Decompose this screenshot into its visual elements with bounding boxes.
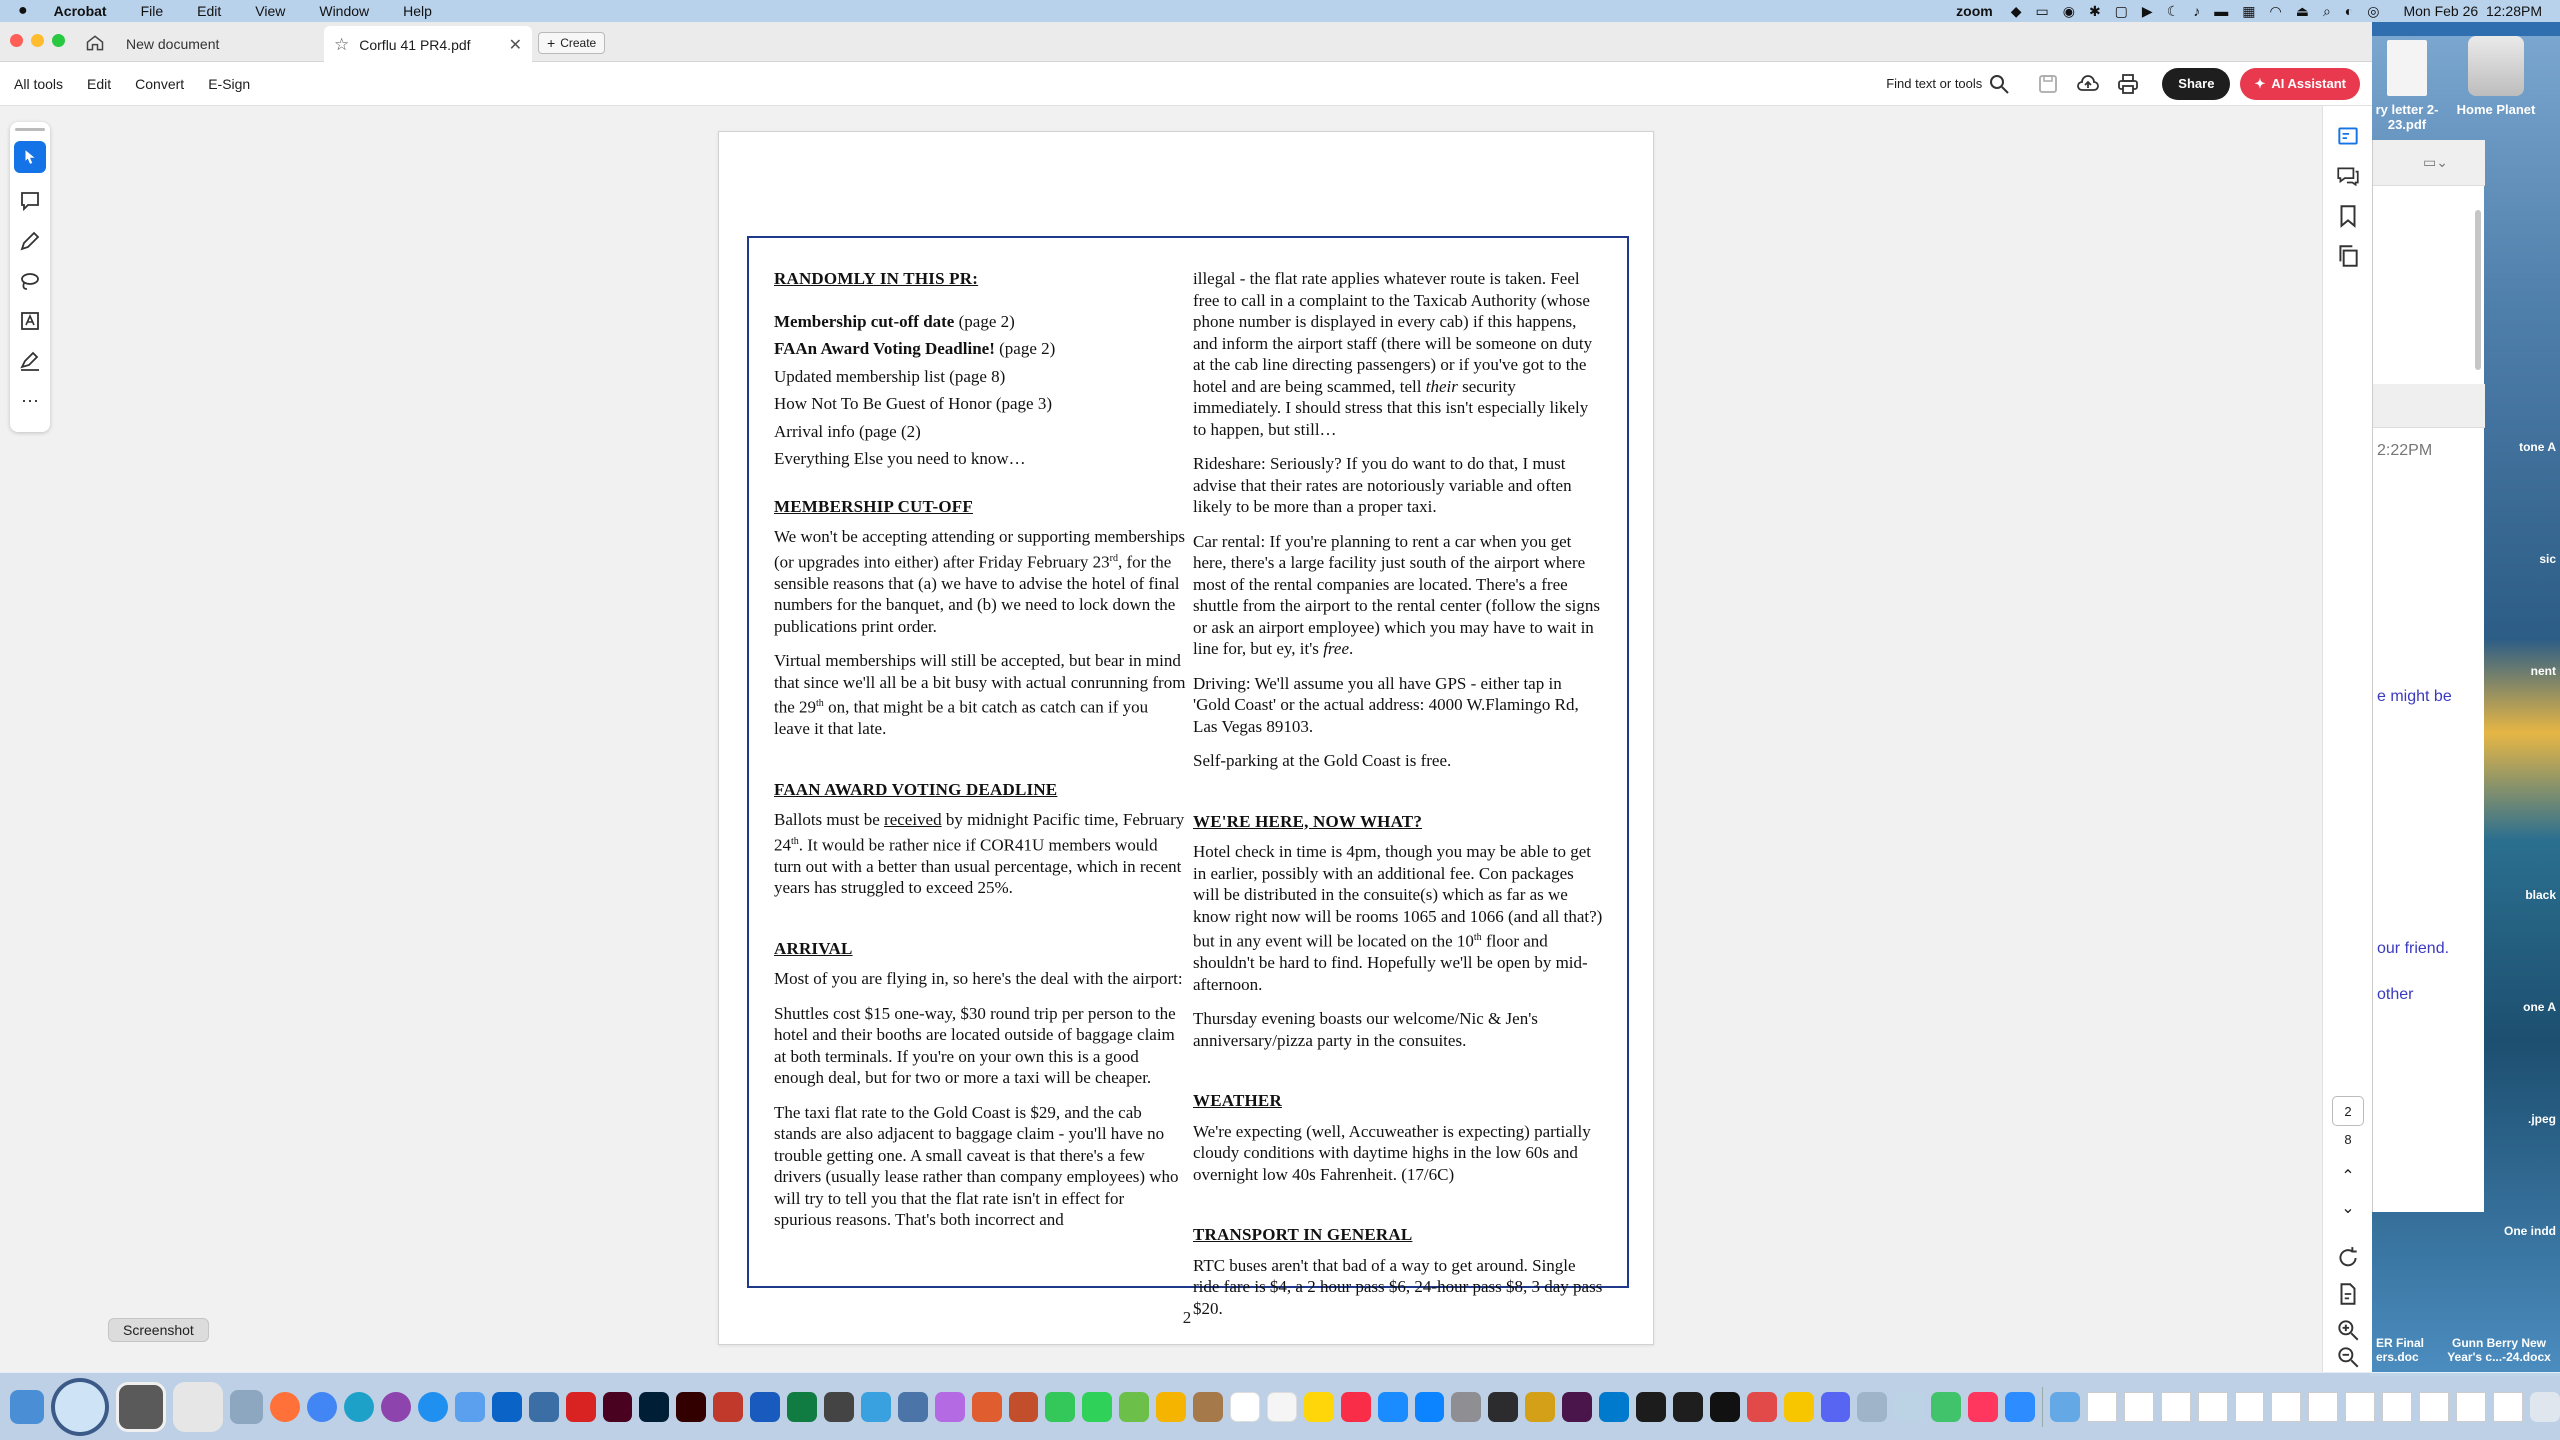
search-icon[interactable]: ⌕ [2322, 2, 2331, 19]
tab-label: New document [126, 36, 220, 52]
desktop-icon[interactable] [2494, 1000, 2560, 1014]
page-number-input[interactable]: 2 [2332, 1096, 2364, 1126]
text-span: Car rental: If you're planning to rent a car when you get here, there's a large facility just south of the airport where most of the rental companies are located. There's a free shuttle from the airport to the rental center (follow the signs or ask an airport employee) which you may have to wait in line for, but ey, it's [1193, 531, 1600, 658]
link-text[interactable]: e might be [2377, 688, 2452, 705]
document-thumbnail[interactable] [2456, 1392, 2486, 1422]
app-icon[interactable] [1747, 1392, 1777, 1422]
desktop-icon[interactable] [2372, 40, 2442, 132]
excel-icon[interactable] [787, 1392, 817, 1422]
volume-icon[interactable]: ♪ [2193, 2, 2201, 19]
scrollbar[interactable] [2475, 210, 2481, 370]
page-number: 2 [1182, 1308, 1192, 1327]
image-app-icon[interactable] [230, 1390, 264, 1424]
zoom-status[interactable]: zoom [1956, 3, 1993, 19]
outlook-icon[interactable] [492, 1392, 522, 1422]
messages-icon[interactable] [1082, 1392, 1112, 1422]
indesign-icon[interactable] [603, 1392, 633, 1422]
more-icon: ⋯ [21, 390, 39, 411]
moon-icon[interactable]: ☾ [2166, 2, 2180, 19]
background-window-header [2373, 384, 2485, 428]
zoom-in-icon [2335, 1317, 2361, 1343]
traffic-lights [10, 34, 65, 47]
comments-button[interactable] [2328, 156, 2368, 196]
firefox-icon[interactable] [270, 1392, 300, 1422]
desktop-icon[interactable] [2444, 36, 2548, 117]
menu-view[interactable]: View [255, 3, 286, 19]
pen-icon [18, 229, 42, 253]
dropbox-icon[interactable]: ◆ [2010, 2, 2022, 19]
document-thumbnail[interactable] [2198, 1392, 2228, 1422]
pdf-file-icon [2387, 40, 2427, 96]
apple-icon[interactable]: ● [18, 2, 28, 19]
tab-bar [0, 22, 2372, 62]
hard-drive-icon [2468, 36, 2524, 96]
figma-icon[interactable] [1673, 1392, 1703, 1422]
app-icon[interactable] [1931, 1392, 1961, 1422]
photos-icon[interactable] [1156, 1392, 1186, 1422]
create-button[interactable] [538, 32, 605, 54]
create-label: Create [560, 36, 597, 50]
app-icon[interactable] [861, 1392, 891, 1422]
arrival-heading: ARRIVAL [774, 938, 853, 958]
shuttles-paragraph: Shuttles cost $15 one-way, $30 round trip per person to the hotel and their booths are located outside of baggage claim at both terminals. If you're on your own this is a good enough deal, but for two or more a taxi will be cheaper. [774, 1003, 1176, 1088]
toc-bold: Membership cut-off date [774, 311, 955, 331]
desktop-icon[interactable] [2494, 888, 2560, 902]
membership-paragraph [774, 526, 1186, 637]
text-span: security immediately. I should stress that this isn't especially likely to happen, but still… [1193, 376, 1589, 439]
weather-paragraph: We're expecting (well, Accuweather is expecting) partially cloudy conditions with daytime highs in the low 60s and overnight low 40s Fahrenheit. (17/6C) [1193, 1121, 1591, 1184]
text-app-icon[interactable] [713, 1392, 743, 1422]
gear-icon[interactable]: ✱ [2088, 2, 2101, 19]
ai-label: AI Assistant [2271, 76, 2346, 91]
lasso-icon [18, 269, 42, 293]
app-icon[interactable] [1009, 1392, 1039, 1422]
clock[interactable]: Mon Feb 26 12:28PM [2403, 3, 2542, 19]
toc-item: Arrival info (page (2) [774, 421, 921, 441]
illustrator-icon[interactable] [676, 1392, 706, 1422]
text-span: illegal - the flat rate applies whatever route is taken. Feel free to call in a complaint to the Taxicab Authority (whose phone number is displayed in every cab) if this happens, and inform the airport staff (there will be someone on duty at the cab line directing passengers) or if you've got to the hotel and are being scammed, tell [1193, 269, 1593, 396]
faan-heading: FAAN AWARD VOTING DEADLINE [774, 779, 1058, 799]
safari-icon[interactable] [418, 1392, 448, 1422]
vscode-icon[interactable] [1599, 1392, 1629, 1422]
document-thumbnail[interactable] [2345, 1392, 2375, 1422]
upload-button[interactable] [2068, 64, 2108, 104]
save-button[interactable] [2028, 64, 2068, 104]
highlight-tool-button[interactable] [14, 221, 46, 261]
acrobat-icon[interactable] [566, 1392, 596, 1422]
desktop-icon-label: sic [2539, 552, 2556, 566]
cursor-icon [21, 148, 39, 166]
ai-icon: ✦ [2254, 75, 2266, 91]
desktop-icon[interactable] [2494, 440, 2560, 454]
reminders-icon[interactable] [1267, 1392, 1297, 1422]
photoshop-icon[interactable] [639, 1392, 669, 1422]
pdf-page [718, 131, 1654, 1345]
status-icons [2011, 3, 2380, 20]
quick-tools-panel [10, 122, 50, 432]
print-icon [2116, 72, 2140, 96]
app-icon[interactable] [1193, 1392, 1223, 1422]
toc-item: Updated membership list (page 8) [774, 366, 1006, 386]
virtual-paragraph [774, 650, 1186, 740]
app-icon[interactable] [1968, 1392, 1998, 1422]
background-time: 2:22PM [2377, 442, 2433, 459]
comment-icon [18, 189, 42, 213]
calendar-icon[interactable] [1230, 1392, 1260, 1422]
save-icon [2036, 72, 2060, 96]
wifi-icon[interactable]: ◠ [2269, 2, 2282, 19]
screenshot-app-icon[interactable] [116, 1382, 166, 1432]
desktop-icon[interactable] [2494, 1224, 2560, 1238]
document-thumbnail[interactable] [2124, 1392, 2154, 1422]
zoom-out-icon [2335, 1344, 2361, 1370]
plus-icon: + [547, 35, 556, 51]
desktop-icon-label: ER Final ers.doc [2376, 1336, 2425, 1364]
bookmark-icon [2335, 203, 2361, 229]
select-tool-button[interactable] [14, 141, 46, 173]
text-span: Ballots must be [774, 810, 885, 830]
weather-heading: WEATHER [1193, 1091, 1282, 1111]
menu-esign[interactable]: E-Sign [208, 75, 251, 92]
taxi-continued-paragraph [1193, 268, 1603, 440]
desktop-icon-label: ry letter 2-23.pdf [2375, 102, 2439, 132]
toc-item: How Not To Be Guest of Honor (page 3) [774, 394, 1053, 413]
text-span: Hotel check in time is 4pm, though you may be able to get in earlier, possibly with an additional fee. Con packages will be distributed in the consuite(s) which as far as we know right now will be rooms 1065 and 1066 (and all that?) but in any event will be located on the 10 [1193, 842, 1603, 951]
text-span: Virtual memberships will still be accepted, but bear in mind that since we'll all be a bit busy with actual conrunning from the 29 [774, 651, 1186, 717]
main-toolbar [0, 62, 2372, 106]
italic-text: their [1425, 376, 1458, 396]
menu-window[interactable]: Window [319, 3, 370, 19]
rideshare-paragraph: Rideshare: Seriously? If you do want to do that, I must advise that their rates are notoriously variable and often likely to be more than a proper taxi. [1193, 454, 1572, 516]
menu-help[interactable]: Help [403, 3, 432, 19]
app-icon[interactable] [1894, 1392, 1924, 1422]
folder-icon[interactable] [2050, 1392, 2080, 1422]
link-text[interactable]: our friend. [2377, 940, 2450, 957]
menu-edit[interactable]: Edit [197, 3, 222, 19]
desktop-icon-label: Gunn Berry New Year's c...-24.docx [2447, 1336, 2551, 1364]
app-icon[interactable] [1857, 1392, 1887, 1422]
desktop-icon-label: black [2525, 888, 2556, 902]
transport-heading: TRANSPORT IN GENERAL [1193, 1225, 1413, 1245]
launchpad-icon[interactable] [10, 1390, 44, 1424]
menu-file[interactable]: File [140, 3, 164, 19]
desktop-icon[interactable] [2494, 552, 2560, 566]
toc-page: (page 2) [954, 311, 1015, 331]
app-icon[interactable] [898, 1392, 928, 1422]
previous-page-button[interactable] [2332, 1166, 2364, 1186]
toc-item: Everything Else you need to know… [774, 449, 1026, 468]
text-span: floor and shouldn't be hard to find. Hopefully we'll be open by mid-afternoon. [1193, 931, 1588, 994]
document-thumbnail[interactable] [2235, 1392, 2265, 1422]
window-icon[interactable]: ▢ [2114, 2, 2128, 19]
facetime-icon[interactable] [1045, 1392, 1075, 1422]
terminal-icon[interactable] [1636, 1392, 1666, 1422]
zoom-out-button[interactable] [2328, 1342, 2368, 1372]
menu-edit-tools[interactable]: Edit [87, 75, 112, 92]
underlined-text: received [884, 810, 942, 830]
tab-label: Corflu 41 PR4.pdf [359, 36, 471, 53]
home-button[interactable] [82, 30, 108, 56]
hd-icon[interactable]: ▭ [2035, 2, 2049, 19]
calculator-icon[interactable] [824, 1392, 854, 1422]
notes-icon[interactable] [1304, 1392, 1334, 1422]
desktop-icon[interactable] [2494, 1112, 2560, 1126]
signature-icon [18, 349, 42, 373]
app-icon[interactable] [1784, 1392, 1814, 1422]
app-icon[interactable] [972, 1392, 1002, 1422]
app-icon[interactable] [1488, 1392, 1518, 1422]
maps-icon[interactable] [1119, 1392, 1149, 1422]
page-tools-button[interactable] [2328, 1274, 2368, 1314]
folder-icon[interactable]: ▭⌄ [2423, 154, 2448, 170]
text-span: , for the sensible reasons that (a) we have to advise the hotel of final numbers for the banquet, and (b) we need to lock down the publications print order. [774, 552, 1180, 636]
edge-icon[interactable] [344, 1392, 374, 1422]
magnifier-icon[interactable] [51, 1378, 109, 1436]
bookmarks-button[interactable] [2328, 196, 2368, 236]
menu-all-tools[interactable]: All tools [14, 75, 64, 92]
desktop-icon-label: Home Planet [2456, 102, 2536, 117]
mail-icon[interactable] [455, 1392, 485, 1422]
text-span: on, that might be a bit catch as catch can if you leave it that late. [774, 697, 1149, 739]
page-settings-icon [2335, 1281, 2361, 1307]
grid-icon[interactable]: ▦ [2242, 2, 2256, 19]
minimize-window-button[interactable] [31, 34, 44, 47]
desktop-icon-label: .jpeg [2527, 1112, 2556, 1126]
play-icon[interactable]: ▶ [2141, 2, 2153, 19]
home-icon [85, 33, 105, 53]
toc-bold: FAAn Award Voting Deadline! [774, 339, 995, 358]
pages-button[interactable] [2328, 236, 2368, 276]
app-store-icon[interactable] [1415, 1392, 1445, 1422]
text-span: We won't be accepting attending or supporting memberships (or upgrades into either) after Friday February 23 [774, 527, 1186, 572]
chevron-down-icon: ⌄ [2341, 1200, 2355, 1217]
document-thumbnail[interactable] [2161, 1392, 2191, 1422]
music-icon[interactable] [1341, 1392, 1371, 1422]
search-icon [1987, 72, 2011, 96]
headset-icon[interactable]: ◉ [2062, 2, 2075, 19]
rotate-button[interactable] [2328, 1238, 2368, 1278]
next-page-button[interactable] [2332, 1198, 2364, 1218]
here-heading: WE'RE HERE, NOW WHAT? [1193, 811, 1423, 831]
settings-icon[interactable] [1451, 1392, 1481, 1422]
text-box-icon [18, 309, 42, 333]
dock-divider [2042, 1387, 2043, 1427]
chrome-icon[interactable] [307, 1392, 337, 1422]
arrival-paragraph: Most of you are flying in, so here's the deal with the airport: [774, 969, 1183, 989]
toc-item [774, 311, 1186, 333]
app-menu[interactable]: Acrobat [53, 3, 107, 19]
print-button[interactable] [2108, 64, 2148, 104]
trash-icon[interactable] [2530, 1392, 2560, 1422]
desktop-icon-label: nent [2530, 664, 2556, 678]
driving-paragraph: Driving: We'll assume you all have GPS - either tap in 'Gold Coast' or the actual address: 4000 W.Flamingo Rd, Las Vegas 89103. [1193, 673, 1579, 736]
tooltip-label: Screenshot [123, 1322, 194, 1338]
superscript: th [791, 835, 799, 847]
hotel-paragraph [1193, 841, 1603, 995]
membership-heading: MEMBERSHIP CUT-OFF [774, 496, 973, 516]
app-icon[interactable] [1525, 1392, 1555, 1422]
preview-app-icon[interactable] [173, 1382, 223, 1432]
superscript: rd [1109, 552, 1118, 564]
mail-app-icon[interactable] [529, 1392, 559, 1422]
toc-page: (page 2) [994, 339, 1056, 358]
menu-bar [0, 0, 2560, 22]
document-thumbnail[interactable] [2493, 1392, 2523, 1422]
self-parking-paragraph: Self-parking at the Gold Coast is free. [1193, 751, 1452, 770]
share-label: Share [2178, 76, 2215, 91]
close-tab-icon[interactable]: ✕ [508, 36, 522, 54]
superscript: th [1473, 932, 1482, 943]
comment-tool-button[interactable] [14, 181, 46, 221]
dock [0, 1372, 2560, 1440]
close-window-button[interactable] [10, 34, 23, 47]
faan-paragraph [774, 809, 1186, 899]
desktop-icon-label: one A [2523, 1000, 2556, 1014]
screenshot-tooltip [108, 1318, 209, 1342]
find-button[interactable] [1982, 64, 2016, 104]
battery-icon[interactable]: ▬ [2214, 2, 2229, 19]
share-button[interactable] [2162, 68, 2230, 100]
slack-icon[interactable] [1562, 1392, 1592, 1422]
eject-icon[interactable]: ⏏ [2295, 2, 2309, 19]
desktop-icon[interactable] [2440, 1336, 2558, 1364]
thursday-paragraph: Thursday evening boasts our welcome/Nic & Jen's anniversary/pizza party in the consuites. [1193, 1009, 1538, 1050]
keynote-icon[interactable] [1378, 1392, 1408, 1422]
text-span: by midnight Pacific time, February 24 [774, 810, 1185, 855]
comments-icon [2335, 163, 2361, 189]
desktop-icon[interactable] [2372, 1336, 2448, 1364]
siri-icon[interactable]: ◎ [2367, 2, 2380, 19]
transport-paragraph: RTC buses aren't that bad of a way to get around. Single ride fare is $4, a 2 hour pass $6, 24-hour pass $8, 3 day pass $20. [1193, 1255, 1603, 1318]
sign-tool-button[interactable] [14, 341, 46, 381]
edit-page-icon [2335, 123, 2361, 149]
link-text[interactable]: other [2377, 986, 2414, 1003]
text-tool-button[interactable] [14, 301, 46, 341]
document-thumbnail[interactable] [2308, 1392, 2338, 1422]
copy-pages-icon [2335, 243, 2361, 269]
randomly-heading: RANDOMLY IN THIS PR: [774, 269, 979, 288]
menu-convert[interactable]: Convert [135, 75, 185, 92]
panel-grip [15, 128, 45, 131]
find-text-label[interactable]: Find text or tools [1886, 76, 1983, 91]
document-thumbnail[interactable] [2419, 1392, 2449, 1422]
desktop-icon-label: One indd [2504, 1224, 2556, 1238]
more-tools-button[interactable] [14, 381, 46, 421]
right-rail [2322, 106, 2372, 1372]
app-icon[interactable] [1710, 1392, 1740, 1422]
toc-item [774, 338, 1186, 360]
zoom-app-icon[interactable] [2005, 1392, 2035, 1422]
draw-tool-button[interactable] [14, 261, 46, 301]
italic-text: free [1323, 639, 1349, 658]
control-center-icon[interactable]: ◐ [2344, 2, 2354, 19]
star-icon[interactable]: ☆ [334, 34, 350, 54]
app-icon[interactable] [935, 1392, 965, 1422]
text-span: . It would be rather nice if COR41U members would turn out with a better than usual percentage, which in recent years has struggled to exceed 25%. [774, 835, 1182, 898]
car-rental-paragraph [1193, 531, 1603, 660]
cloud-upload-icon [2076, 72, 2100, 96]
desktop-icon-label: tone A [2519, 440, 2556, 454]
podcast-icon[interactable] [381, 1392, 411, 1422]
tab-new-document[interactable] [112, 26, 324, 62]
document-thumbnail[interactable] [2087, 1392, 2117, 1422]
acrobat-window [0, 22, 2372, 1372]
left-column [774, 268, 1186, 1244]
background-window[interactable] [2372, 140, 2484, 1212]
tab-active-document[interactable] [324, 26, 532, 63]
refresh-icon [2335, 1245, 2361, 1271]
maximize-window-button[interactable] [52, 34, 65, 47]
word-icon[interactable] [750, 1392, 780, 1422]
chevron-up-icon: ⌃ [2341, 1168, 2355, 1185]
right-column [1193, 268, 1603, 1332]
ai-assistant-button[interactable] [2240, 68, 2360, 100]
discord-icon[interactable] [1821, 1392, 1851, 1422]
taxi-paragraph: The taxi flat rate to the Gold Coast is $29, and the cab stands are also adjacent to baggage claim - you'll have no trouble getting one. A small caveat is that there's a few drivers (usually lease rather than company employees) who will try to tell you that the flat rate isn't in effect for spurious reasons. That's both incorrect and [774, 1102, 1179, 1230]
organize-pages-button[interactable] [2328, 116, 2368, 156]
superscript: th [816, 698, 824, 710]
text-span: . [1349, 639, 1354, 658]
document-thumbnail[interactable] [2271, 1392, 2301, 1422]
document-thumbnail[interactable] [2382, 1392, 2412, 1422]
desktop-icon[interactable] [2494, 664, 2560, 678]
total-pages: 8 [2344, 1132, 2352, 1147]
